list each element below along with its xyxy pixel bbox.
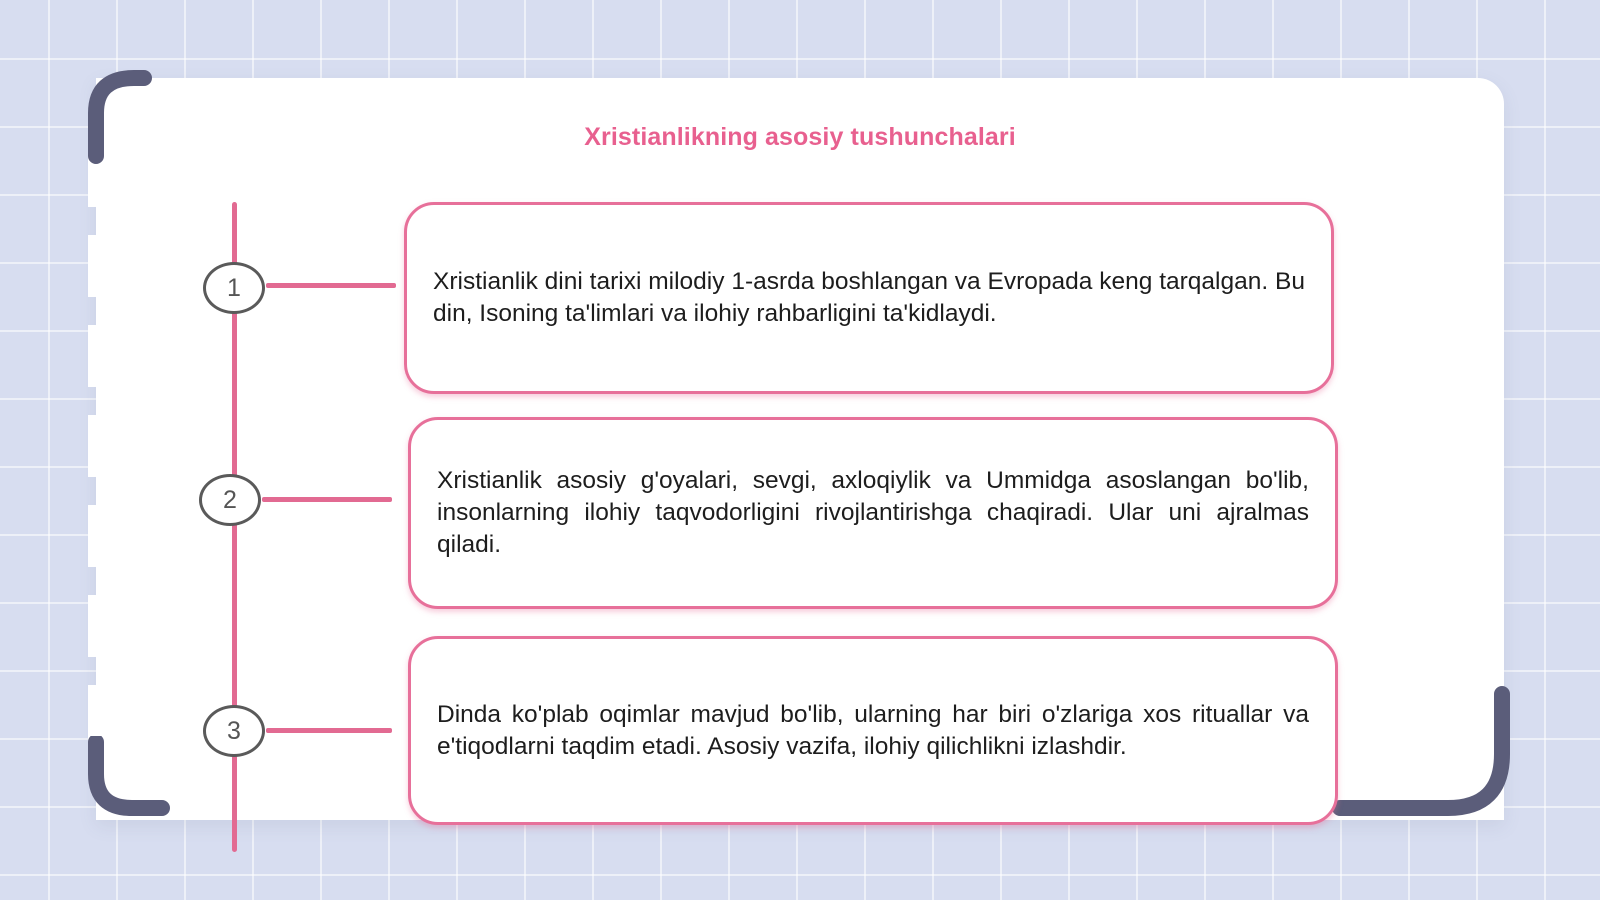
step-card-2: [408, 417, 1338, 609]
step-connector: [262, 497, 392, 502]
step-text-3: Dinda ko'plab oqimlar mavjud bo'lib, ularning har biri o'zlariga xos rituallar va e'tiqodlarni taqdim etadi. Asosiy vazifa, ilohiy qilichlikni izlashdir.: [437, 700, 1309, 760]
step-number-3: 3: [203, 705, 265, 757]
step-card-3: [408, 636, 1338, 825]
frame-corner-top-left: [86, 68, 156, 168]
step-connector: [266, 728, 392, 733]
step-card-1: [404, 202, 1334, 394]
step-text-2: Xristianlik asosiy g'oyalari, sevgi, axloqiylik va Ummidga asoslangan bo'lib, insonlarning ilohiy taqvodorligini rivojlantirishga chaqiradi. Ular uni ajralmas qiladi.: [437, 467, 1309, 558]
step-number-1: 1: [203, 262, 265, 314]
slide-title: Xristianlikning asosiy tushunchalari: [584, 123, 1016, 151]
step-number-2: 2: [199, 474, 261, 526]
step-connector: [266, 283, 396, 288]
step-text-1: Xristianlik dini tarixi milodiy 1-asrda boshlangan va Evropada keng tarqalgan. Bu din, Isoning ta'limlari va ilohiy rahbarligini ta'kidlaydi.: [433, 268, 1305, 327]
frame-corner-bottom-left: [86, 736, 176, 826]
frame-corner-bottom-right: [1330, 686, 1510, 826]
